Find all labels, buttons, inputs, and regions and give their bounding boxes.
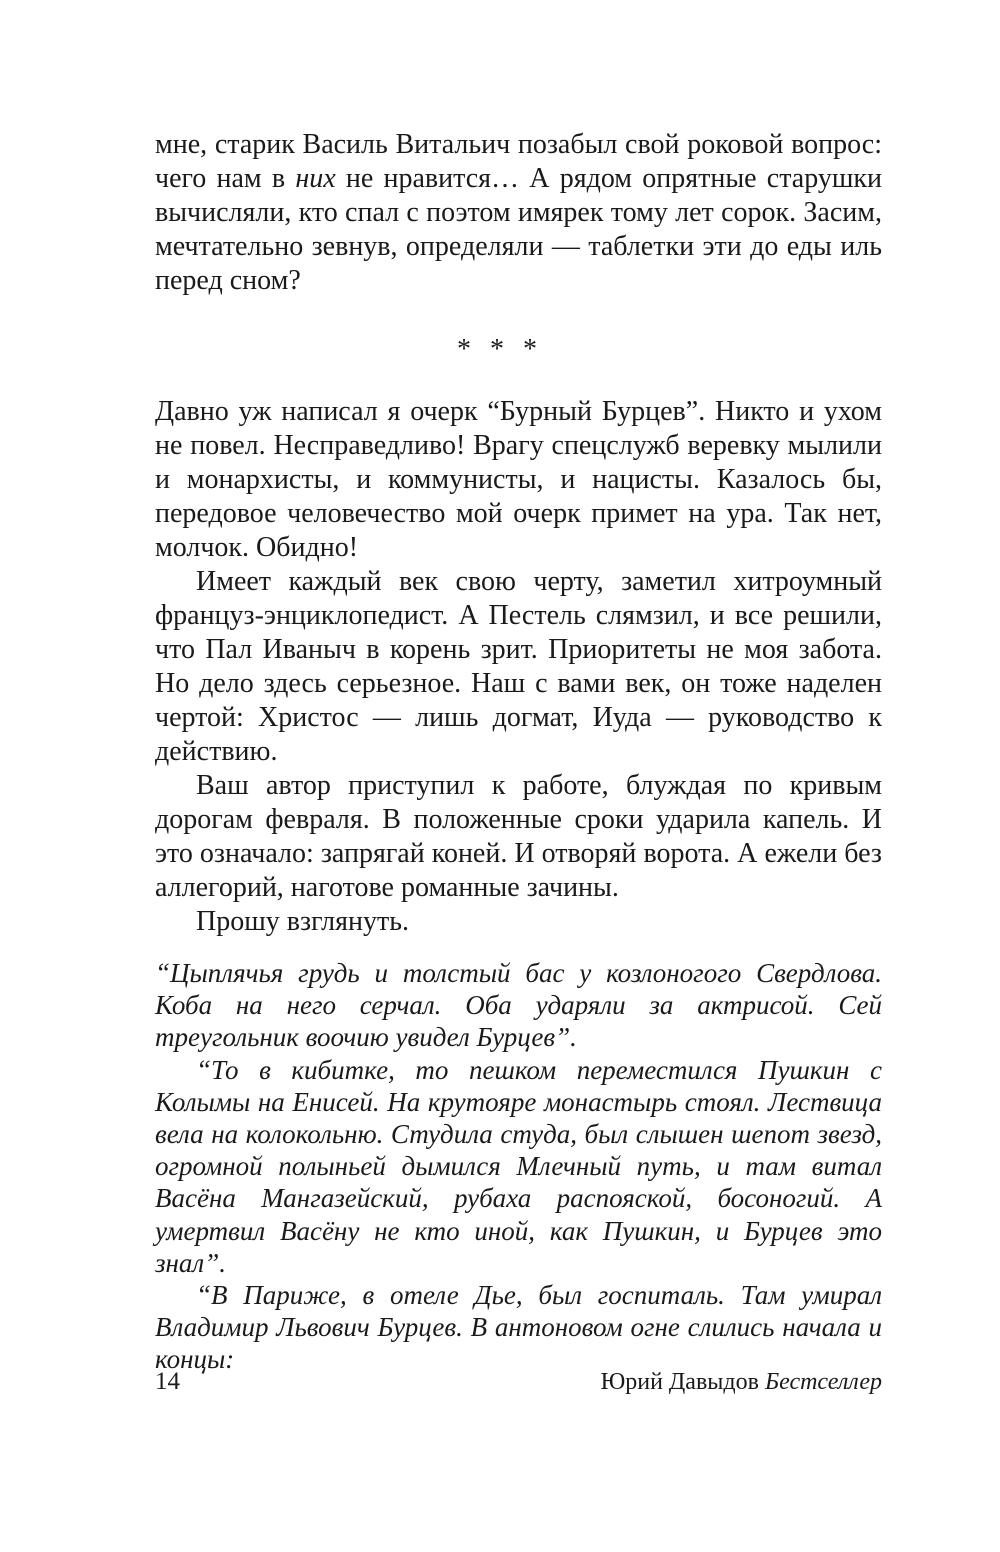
paragraph: Давно уж написал я очерк “Бурный Бурцев”. Никто и ухом не повел. Несправедливо! Врагу спецслужб веревку мылили и монархисты, и коммунисты, и нацисты. Казалось бы, передовое человечество мой очерк примет на ура. Так нет, молчок. Обидно! — [155, 396, 882, 563]
emphasis-word: них — [295, 163, 336, 194]
running-head-author: Юрий Давыдов — [600, 1369, 759, 1395]
opening-paragraph — [155, 128, 882, 298]
paragraph: Имеет каждый век свою черту, заметил хитроумный француз-энциклопедист. А Пестель слямзил, и все решили, что Пал Иваныч в корень зрит. Приоритеты не моя забота. Но дело здесь серьезное. Наш с вами век, он тоже наделен чертой: Христос — лишь догмат, Иуда — руководство к действию. — [155, 566, 882, 767]
quote-paragraph: “В Париже, в отеле Дье, был госпиталь. Там умирал Владимир Львович Бурцев. В антоновом огне слились начала и концы: — [155, 1280, 882, 1375]
quote-paragraph: “Цыплячья грудь и толстый бас у козлоногого Свердлова. Коба на него серчал. Оба ударяли за актрисой. Сей треугольник воочию увидел Бурцев”. — [155, 958, 882, 1053]
section-separator: * * * — [457, 334, 543, 365]
running-head — [601, 1367, 882, 1397]
page-number: 14 — [155, 1368, 180, 1395]
quote-paragraph: “То в кибитке, то пешком переместился Пушкин с Колымы на Енисей. На крутояре монастырь стоял. Лествица вела на колокольню. Студила студа, был слышен шепот звезд, огромной полыньей дымился Млечный путь, и там витал Васёна Мангазейский, рубаха распояской, босоногий. А умертвил Васёну не кто иной, как Пушкин, и Бурцев это знал”. — [155, 1054, 882, 1278]
paragraph: Ваш автор приступил к работе, блуждая по кривым дорогам февраля. В положенные сроки ударила капель. И это означало: запрягай коней. И отворяй ворота. А ежели без аллегорий, наготове романные зачины. — [155, 770, 882, 903]
running-head-title: Бестселлер — [764, 1369, 882, 1395]
quoted-openings — [155, 957, 882, 1376]
paragraph: Прошу взглянуть. — [196, 906, 409, 937]
main-text — [155, 395, 882, 939]
opening-text: мне, старик Василь Витальич позабыл свой роковой вопрос: чего нам в них не нравится… А рядом опрятные старушки вычисляли, кто спал с поэтом имярек тому лет сорок. Засим, мечтательно зевнув, определяли — таблетки эти до еды иль перед сном? — [155, 129, 882, 296]
